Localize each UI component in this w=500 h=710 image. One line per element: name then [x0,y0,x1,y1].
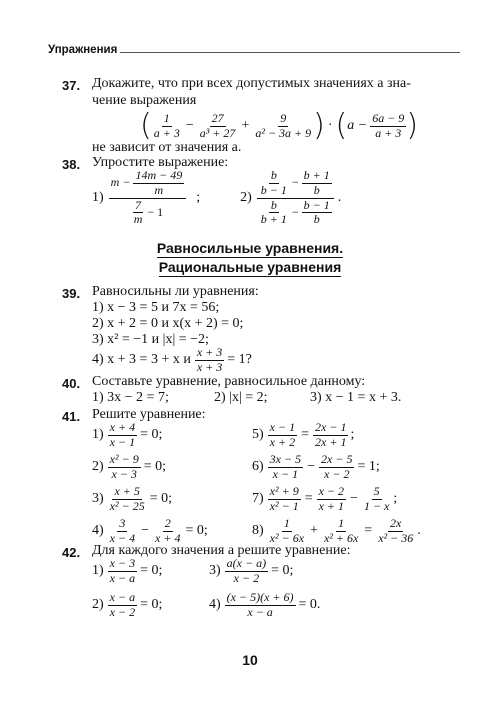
item-label: 2) [240,190,252,205]
paren-open: ( [335,108,348,143]
eq-41-1: 1) $\frac{x + 4}{x - 1}$ = 0; [92,419,163,449]
problem-40-item2: 2) |x| = 2; [214,390,268,405]
fraction: $\frac{27}{\text{a³ + 27}}$ [199,110,236,140]
problem-39-number: 39. [62,286,81,301]
eq-42-1: 1) $\frac{x - 3}{x - a}$ = 0; [92,555,163,585]
problem-38-item1 [92,167,342,227]
paren-close: ) [313,108,325,143]
eq-42-4: 4) $\frac{(x - 5)(x + 6)}{x - a}$ = 0. [209,589,321,619]
fraction: $\frac{6a - 9}{a + 3}$ [372,110,405,140]
problem-39-title: Равносильны ли уравнения: [92,284,259,299]
problem-39-line1: 1) x − 3 = 5 и 7x = 56; [92,300,220,315]
eq-41-5: 5) $\frac{x - 1}{x + 2}$ = $\frac{2x - 1}{2x + 1}$ ; [252,419,355,449]
compound-fraction: m − $\frac{14m - 49}{m}$ $\frac{7}{m}$ − 1 [109,169,187,227]
separator: ; [196,190,201,205]
problem-37-number: 37. [62,78,81,93]
compound-fraction: $\frac{b}{b - 1}$ − $\frac{b + 1}{b}$ $\frac{b}{b + 1}$ − $\frac{b - 1}{b}$ [257,169,334,227]
problem-40-item3: 3) x − 1 = x + 3. [310,390,402,405]
problem-39-line3: 3) x² = −1 и |x| = −2; [92,332,209,347]
problem-37-line2: чение выражения [92,93,197,108]
eq-41-3: 3) $\frac{x + 5}{\text{x² − 25}}$ = 0; [92,483,172,513]
operator: + [241,118,250,133]
section-title-1: Равносильные уравнения. [156,240,344,256]
problem-37-line1: Докажите, что при всех допустимых значениях a зна- [92,76,411,91]
item-label: 1) [92,190,104,205]
operator: − [185,118,194,133]
eq-41-8: 8) $\frac{1}{\text{x² − 6x}}$ + $\frac{1}{\text{x² + 6x}}$ = $\frac{2x}{\text{x² − 36}}$ . [252,515,421,545]
problem-37-expression [140,108,418,144]
section-title-2: Рациональные уравнения [158,259,342,275]
problem-38-number: 38. [62,157,81,172]
problem-39-line2: 2) x + 2 = 0 и x(x + 2) = 0; [92,316,244,331]
header-rule [120,52,460,53]
problem-40-item1: 1) 3x − 2 = 7; [92,390,169,405]
problem-41-number: 41. [62,409,81,424]
problem-40-number: 40. [62,376,81,391]
eq-42-3: 3) $\frac{a(x - a)}{x - 2}$ = 0; [209,555,294,585]
problem-38-title: Упростите выражение: [92,155,229,170]
problem-39-line4: 4) x + 3 = 3 + x и $\frac{x + 3}{x + 3}$ = 1? [92,344,252,374]
problem-40-title: Составьте уравнение, равносильное данному: [92,374,366,389]
inner-term: a − [347,118,368,133]
problem-41-title: Решите уравнение: [92,407,206,422]
problem-42-title: Для каждого значения a решите уравнение: [92,543,351,558]
eq-41-6: 6) $\frac{3x - 5}{x - 1}$ − $\frac{2x - 5}{x - 2}$ = 1; [252,451,380,481]
eq-41-7: 7) $\frac{\text{x² + 9}}{\text{x² − 1}}$ = $\frac{x - 2}{x + 1}$ − $\frac{5}{1 - x}$ ; [252,483,398,513]
paren-close: ) [406,108,419,143]
fraction: $\frac{9}{\text{a² − 3a + 9}}$ [255,110,312,140]
fraction: $\frac{1}{a + 3}$ [153,110,180,140]
paren-open: ( [140,108,152,143]
page-number: 10 [242,652,258,668]
period: . [337,190,342,205]
eq-41-2: 2) $\frac{\text{x² − 9}}{x - 3}$ = 0; [92,451,166,481]
running-header: Упражнения [48,44,118,56]
problem-42-number: 42. [62,545,81,560]
eq-41-4: 4) $\frac{3}{x - 4}$ − $\frac{2}{x + 4}$ = 0; [92,515,208,545]
problem-37-line3: не зависит от значения a. [92,140,242,155]
operator: · [327,118,333,133]
eq-42-2: 2) $\frac{x - a}{x - 2}$ = 0; [92,589,163,619]
